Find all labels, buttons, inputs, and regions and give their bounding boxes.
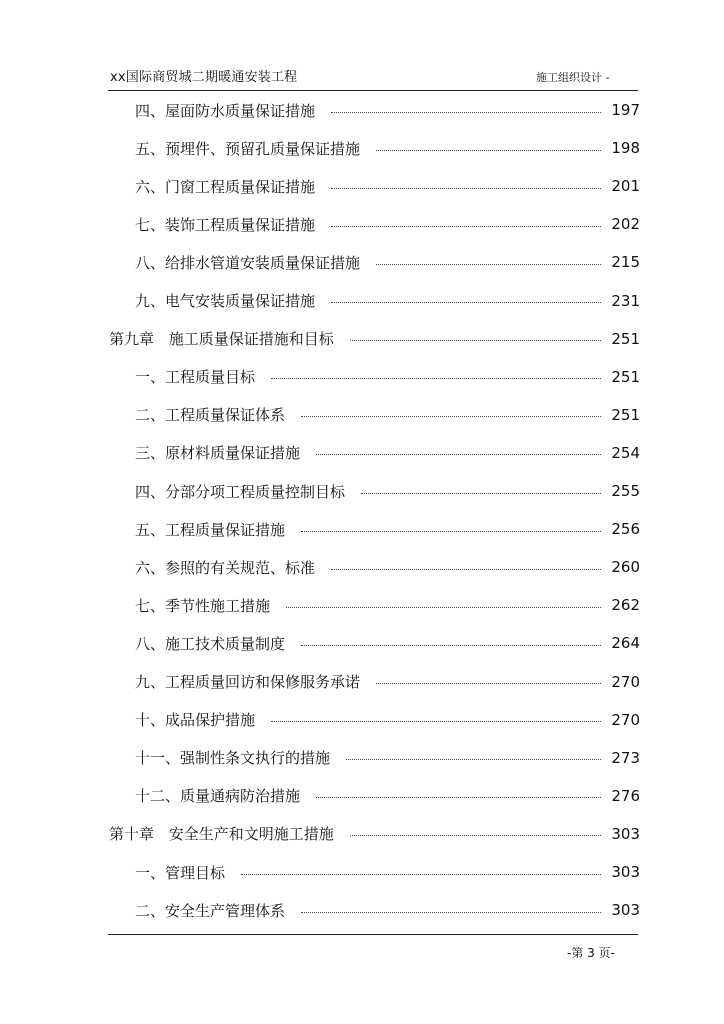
toc-section-row[interactable] <box>135 631 640 655</box>
toc-entry-label: 九、电气安装质量保证措施 <box>135 292 316 310</box>
toc-entry-page: 273 <box>611 748 640 767</box>
toc-entry-page: 197 <box>611 101 640 119</box>
toc-entry-label: 一、工程质量目标 <box>135 368 256 387</box>
dot-leader <box>271 378 601 379</box>
toc-entry-label: 六、参照的有关规范、标准 <box>135 558 316 577</box>
toc-entry-label: 二、安全生产管理体系 <box>135 901 286 920</box>
toc-entry-label: 七、季节性施工措施 <box>135 596 271 615</box>
toc-entry-page: 264 <box>611 634 640 653</box>
footer-divider <box>108 934 638 935</box>
toc-entry-page: 303 <box>611 824 640 843</box>
dot-leader <box>301 645 601 646</box>
toc-chapter-row[interactable] <box>109 327 640 351</box>
toc-entry-label: 第九章 施工质量保证措施和目标 <box>109 330 334 349</box>
dot-leader <box>376 264 601 265</box>
toc-entry-page: 262 <box>611 596 640 615</box>
page-number: -第 3 页- <box>567 946 615 960</box>
toc-entry-page: 255 <box>611 482 640 500</box>
toc-section-row[interactable] <box>135 212 640 236</box>
toc-entry-page: 270 <box>611 710 640 729</box>
toc-entry-label: 九、工程质量回访和保修服务承诺 <box>135 673 361 691</box>
toc-entry-label: 十二、质量通病防治措施 <box>135 787 301 806</box>
toc-section-row[interactable] <box>135 593 640 617</box>
toc-entry-page: 251 <box>611 329 640 348</box>
toc-entry-page: 270 <box>611 672 640 691</box>
toc-section-row[interactable] <box>135 860 640 884</box>
dot-leader <box>331 569 601 570</box>
toc-entry-label: 五、预埋件、预留孔质量保证措施 <box>135 139 361 158</box>
toc-section-row[interactable] <box>135 289 640 313</box>
toc-chapter-row[interactable] <box>109 822 640 846</box>
toc-section-row[interactable] <box>135 746 640 770</box>
toc-section-row[interactable] <box>135 136 640 160</box>
toc-entry-page: 251 <box>611 367 640 386</box>
toc-section-row[interactable] <box>135 441 640 465</box>
toc-section-row[interactable] <box>135 250 640 274</box>
toc-entry-page: 251 <box>611 405 640 424</box>
toc-entry-label: 八、施工技术质量制度 <box>135 634 286 653</box>
dot-leader <box>241 874 601 875</box>
toc-entry-label: 八、给排水管道安装质量保证措施 <box>135 253 361 272</box>
toc-section-row[interactable] <box>135 479 640 503</box>
toc-section-row[interactable] <box>135 784 640 808</box>
header-divider <box>108 90 638 91</box>
toc-section-row[interactable] <box>135 670 640 694</box>
dot-leader <box>301 912 601 913</box>
dot-leader <box>361 493 601 494</box>
toc-entry-page: 260 <box>611 558 640 577</box>
dot-leader <box>346 759 601 760</box>
toc-entry-label: 十一、强制性条文执行的措施 <box>135 749 331 768</box>
toc-entry-page: 231 <box>611 291 640 310</box>
dot-leader <box>350 340 602 341</box>
dot-leader <box>286 607 601 608</box>
toc-section-row[interactable] <box>135 555 640 579</box>
dot-leader <box>316 454 601 455</box>
dot-leader <box>350 835 602 836</box>
toc-entry-page: 198 <box>611 139 640 158</box>
dot-leader <box>331 112 601 113</box>
toc-entry-page: 256 <box>611 520 640 539</box>
toc-entry-page: 303 <box>611 901 640 920</box>
dot-leader <box>301 416 601 417</box>
toc-entry-page: 201 <box>611 177 640 196</box>
toc-section-row[interactable] <box>135 174 640 198</box>
toc-entry-label: 十、成品保护措施 <box>135 711 256 730</box>
dot-leader <box>376 683 601 684</box>
toc-section-row[interactable] <box>135 517 640 541</box>
toc-entry-label: 四、屋面防水质量保证措施 <box>135 101 316 120</box>
toc-entry-label: 五、工程质量保证措施 <box>135 520 286 539</box>
toc-entry-page: 202 <box>611 215 640 234</box>
toc-section-row[interactable] <box>135 365 640 389</box>
toc-entry-label: 四、分部分项工程质量控制目标 <box>135 482 346 501</box>
dot-leader <box>331 302 601 303</box>
toc-entry-label: 一、管理目标 <box>135 863 226 882</box>
toc-entry-label: 第十章 安全生产和文明施工措施 <box>109 825 334 844</box>
dot-leader <box>271 721 601 722</box>
toc-section-row[interactable] <box>135 898 640 922</box>
toc-entry-page: 215 <box>611 253 640 272</box>
toc-entry-page: 276 <box>611 786 640 805</box>
dot-leader <box>316 797 601 798</box>
toc-entry-label: 三、原材料质量保证措施 <box>135 444 301 463</box>
dot-leader <box>331 226 601 227</box>
toc-entry-label: 七、装饰工程质量保证措施 <box>135 215 316 234</box>
toc-entry-page: 254 <box>611 443 640 462</box>
section-title: 施工组织设计 - <box>536 71 610 84</box>
toc-entry-label: 六、门窗工程质量保证措施 <box>135 177 316 196</box>
dot-leader <box>301 531 601 532</box>
toc-section-row[interactable] <box>135 708 640 732</box>
dot-leader <box>331 188 601 189</box>
toc-entry-label: 二、工程质量保证体系 <box>135 406 286 425</box>
toc-section-row[interactable] <box>135 403 640 427</box>
document-title: xx国际商贸城二期暖通安装工程 <box>110 70 298 85</box>
toc-entry-page: 303 <box>611 863 640 881</box>
toc-section-row[interactable] <box>135 98 640 122</box>
dot-leader <box>376 150 601 151</box>
